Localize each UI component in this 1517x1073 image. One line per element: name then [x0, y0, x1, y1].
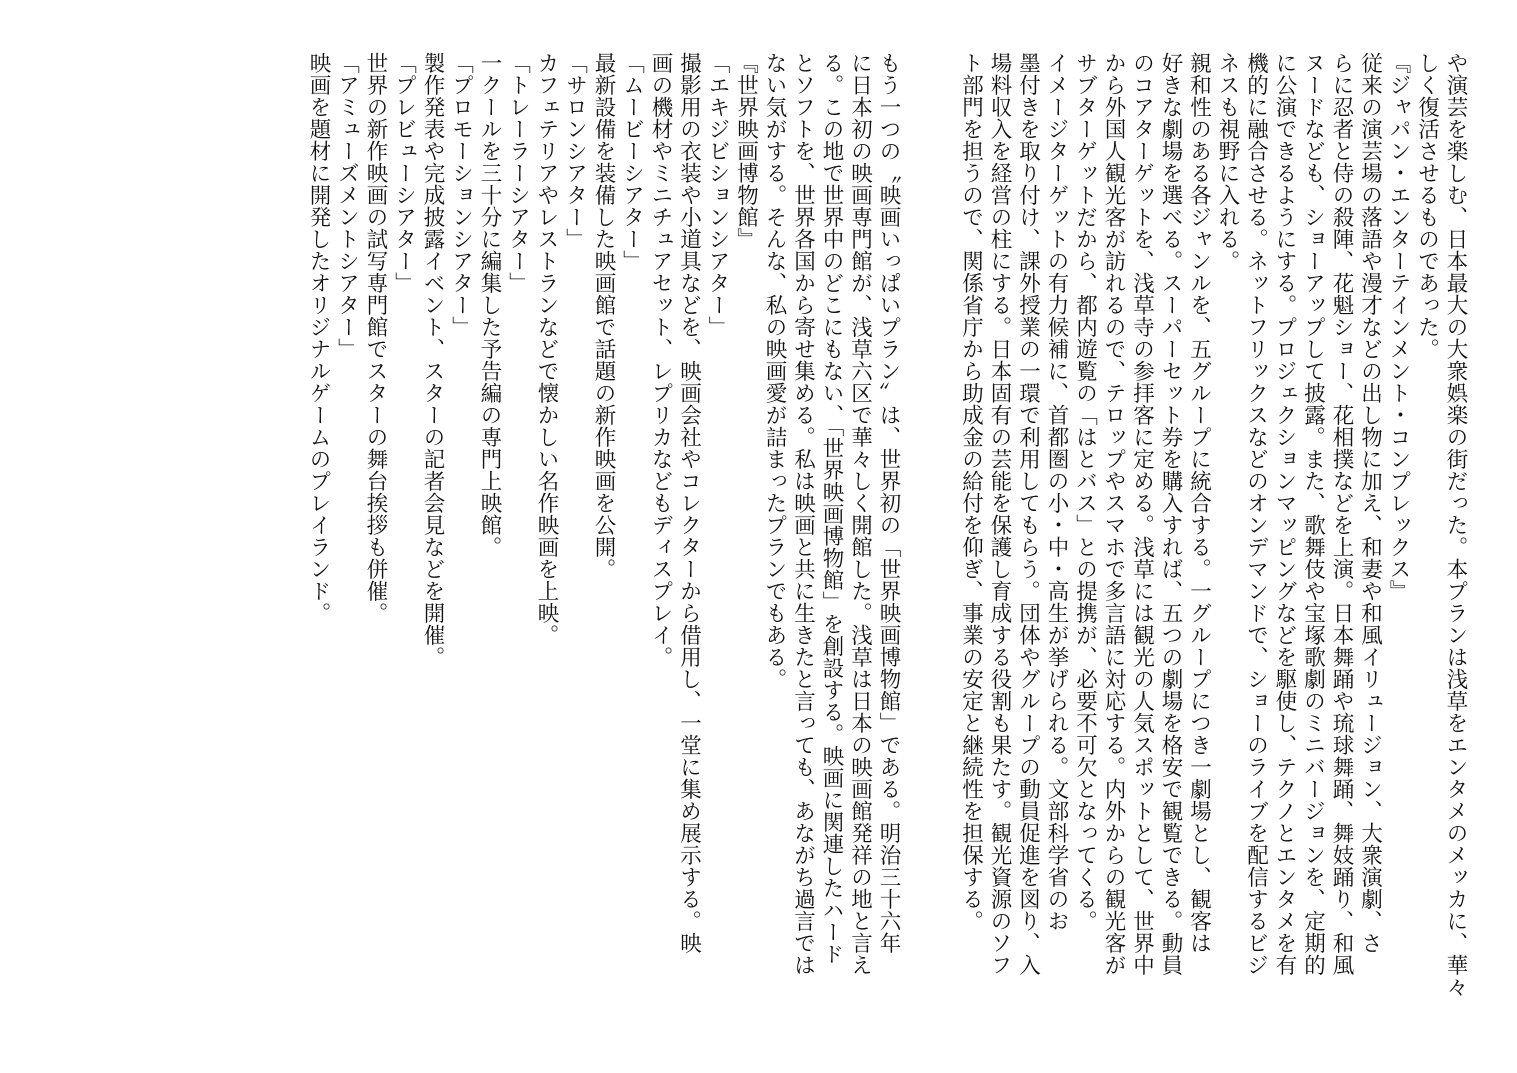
text-line: ト部門を担うので、関係省庁から助成金の給付を仰ぎ、事業の安定と継続性を担保する。 [958, 52, 984, 932]
text-line: 場料収入を経営の柱にする。日本固有の芸能を保護し育成する役割も果たす。観光資源のソフ [987, 52, 1012, 976]
text-line: 機的に融合させる。ネットフリックスなどのオンデマンドで、ショーのライブを配信するビジ [1243, 52, 1269, 976]
section-heading: 『ジャパン・エンターテインメント・コンプレックス』 [1386, 52, 1411, 602]
text-line: や演芸を楽しむ、日本最大の大衆娯楽の街だった。本プランは浅草をエンタメのメッカに、華々 [1443, 52, 1468, 998]
text-line: 好きな劇場を選べる。スーパーセット券を購入すれば、五つの劇場を格安で観覧できる。動員 [1158, 52, 1183, 976]
text-line: 画の機材やミニチュアセット、レプリカなどもディスプレイ。 [648, 52, 673, 668]
text-line: から外国人観光客が訪れるので、テロップやスマホで多言語に対応する。内外からの観光客が [1101, 52, 1126, 976]
text-line: 親和性のある各ジャンルを、五グループに統合する。一グループにつき一劇場とし、観客は [1186, 52, 1212, 954]
section-heading: 『世界映画博物館』 [733, 52, 759, 250]
text-line: 撮影用の衣装や小道具などを、映画会社やコレクターから借用し、一堂に集め展示する。映 [676, 52, 702, 954]
text-line: サブターゲットだから、都内遊覧の「はとバス」との提携が、必要不可欠となってくる。 [1072, 52, 1098, 932]
text-line: ない気がする。そんな、私の映画愛が詰まったプランでもある。 [762, 52, 787, 690]
text-line: もう一つの〝映画いっぱいプラン〟は、世界初の「世界映画博物館」である。明治三十六年 [876, 52, 901, 954]
paragraph-gap [902, 52, 956, 1012]
text-line: 映画を題材に開発したオリジナルゲームのプレイランド。 [306, 52, 331, 624]
text-line: らに忍者と侍の殺陣、花魁ショー、花相撲などを上演。日本舞踊や琉球舞踊、舞妓踊り、和風 [1329, 52, 1354, 976]
text-line: ネスも視野に入れる。 [1215, 52, 1240, 272]
subsection-heading: 「サロンシアター」 [562, 52, 588, 250]
text-line: しく復活させるものであった。 [1414, 52, 1440, 360]
text-line: 製作発表や完成披露イベント、スターの記者会見などを開催。 [420, 52, 445, 668]
text-line: とソフトを、世界各国から寄せ集める。私は映画と共に生きたと言っても、あながち過言では [790, 52, 816, 976]
text-line: のコアターゲットを、浅草寺の参拝客に定める。浅草には観光の人気スポットとして、世界中 [1129, 52, 1155, 976]
vertical-text-body [304, 52, 1470, 1012]
text-line: 一クールを三十分に編集した予告編の専門上映館。 [477, 52, 502, 558]
text-line: に日本初の映画専門館が、浅草六区で華々しく開館した。浅草は日本の映画館発祥の地と言え [847, 52, 873, 976]
subsection-heading: 「トレーラーシアター」 [505, 52, 531, 294]
text-line: に公演できるようにする。プロジェクションマッピングなどを駆使し、テクノとエンタメを有 [1272, 52, 1297, 976]
text-line: 最新設備を装備した映画館で話題の新作映画を公開。 [591, 52, 616, 580]
text-line: 墨付きを取り付け、課外授業の一環で利用してもらう。団体やグループの動員促進を図り、入 [1015, 52, 1041, 976]
text-line: る。この地で世界中のどこにもない、「世界映画博物館」を創設する。映画に関連したハード [819, 52, 844, 966]
subsection-heading: 「ムービーシアター」 [619, 52, 645, 272]
subsection-heading: 「アミューズメントシアター」 [334, 52, 360, 360]
subsection-heading: 「プレビューシアター」 [391, 52, 417, 294]
text-line: イメージターゲットの有力候補に、首都圏の小・中・高生が挙げられる。文部科学省のお [1044, 52, 1069, 932]
text-line: 従来の演芸場の落語や漫才などの出し物に加え、和妻や和風イリュージョン、大衆演劇、さ [1357, 52, 1383, 954]
text-line: カフェテリアやレストランなどで懐かしい名作映画を上映。 [534, 52, 559, 646]
subsection-heading: 「プロモーションシアター」 [448, 52, 474, 338]
text-line: 世界の新作映画の試写専門館でスターの舞台挨拶も併催。 [363, 52, 388, 624]
text-line: ヌードなども、ショーアップして披露。また、歌舞伎や宝塚歌劇のミニバージョンを、定期的 [1300, 52, 1326, 976]
subsection-heading: 「エキジビションシアター」 [705, 52, 730, 338]
